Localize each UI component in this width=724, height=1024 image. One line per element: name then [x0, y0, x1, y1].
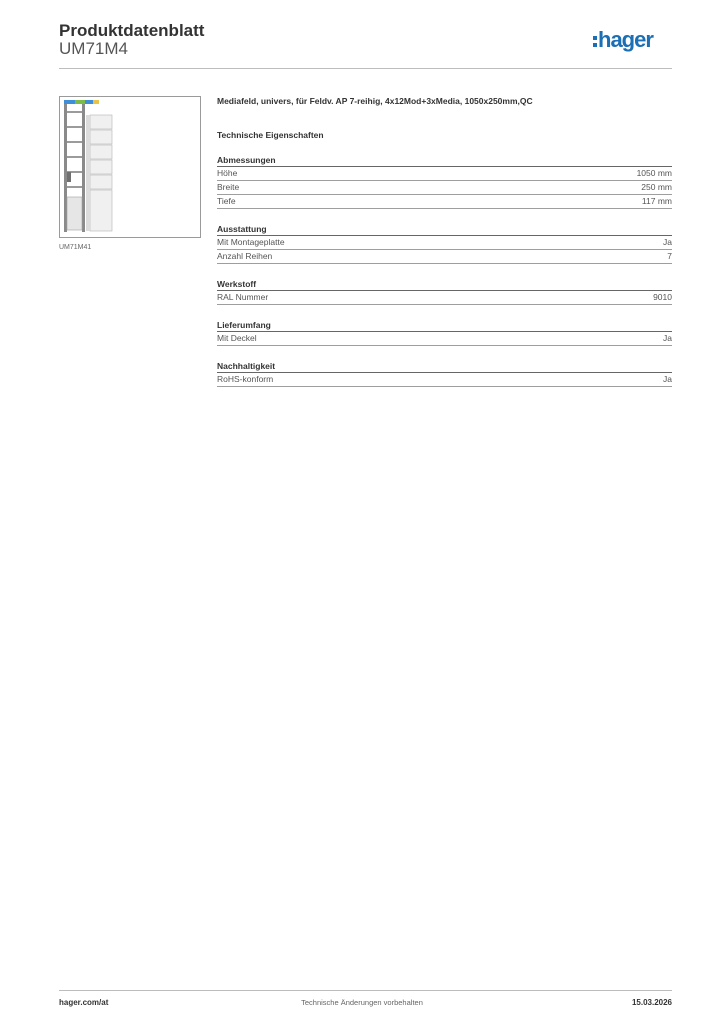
spec-label: RoHS-konform: [217, 374, 274, 384]
spec-value: Ja: [663, 333, 672, 343]
spec-row: [217, 332, 672, 346]
section-title: Werkstoff: [217, 279, 672, 291]
spec-row: [217, 291, 672, 305]
spec-value: 9010: [653, 292, 672, 302]
page-title: Produktdatenblatt: [59, 21, 205, 40]
spec-label: Mit Deckel: [217, 333, 257, 343]
section-title: Ausstattung: [217, 224, 672, 236]
header-divider: [59, 68, 672, 69]
section-scope-of-delivery: [217, 320, 672, 346]
spec-label: Breite: [217, 182, 240, 192]
spec-row: [217, 181, 672, 195]
spec-value: 117 mm: [641, 196, 672, 206]
spec-value: 1050 mm: [636, 168, 672, 178]
spec-value: Ja: [663, 374, 672, 384]
spec-row: [217, 167, 672, 181]
spec-row: [217, 195, 672, 209]
tech-properties-heading: Technische Eigenschaften: [217, 130, 324, 140]
hager-logo-graphic: [593, 28, 673, 54]
product-image: [60, 97, 200, 237]
product-image-frame: [59, 96, 201, 238]
spec-label: RAL Nummer: [217, 292, 269, 302]
spec-value: 7: [667, 251, 672, 261]
footer-divider: [59, 990, 672, 991]
footer-date: 15.03.2026: [631, 998, 672, 1007]
section-title: Abmessungen: [217, 155, 672, 167]
spec-row: [217, 236, 672, 250]
spec-label: Höhe: [217, 168, 238, 178]
spec-value: 250 mm: [641, 182, 672, 192]
section-dimensions: [217, 155, 672, 209]
section-equipment: [217, 224, 672, 264]
spec-content: [217, 96, 672, 387]
section-material: [217, 279, 672, 305]
section-title: Lieferumfang: [217, 320, 672, 332]
footer-disclaimer: Technische Änderungen vorbehalten: [301, 998, 423, 1007]
spec-value: Ja: [663, 237, 672, 247]
product-number: UM71M4: [59, 39, 128, 58]
spec-row: [217, 250, 672, 264]
section-sustainability: [217, 361, 672, 387]
logo-text: hager: [598, 28, 653, 52]
product-description: Mediafeld, univers, für Feldv. AP 7-reihig, 4x12Mod+3xMedia, 1050x250mm,QC: [217, 96, 533, 106]
footer-website-link[interactable]: hager.com/at: [59, 998, 109, 1007]
product-image-caption: UM71M41: [59, 244, 92, 251]
spec-label: Tiefe: [217, 196, 236, 206]
spec-label: Anzahl Reihen: [217, 251, 273, 261]
hager-logo: [593, 28, 673, 59]
section-title: Nachhaltigkeit: [217, 361, 672, 373]
spec-label: Mit Montageplatte: [217, 237, 285, 247]
spec-row: [217, 373, 672, 387]
